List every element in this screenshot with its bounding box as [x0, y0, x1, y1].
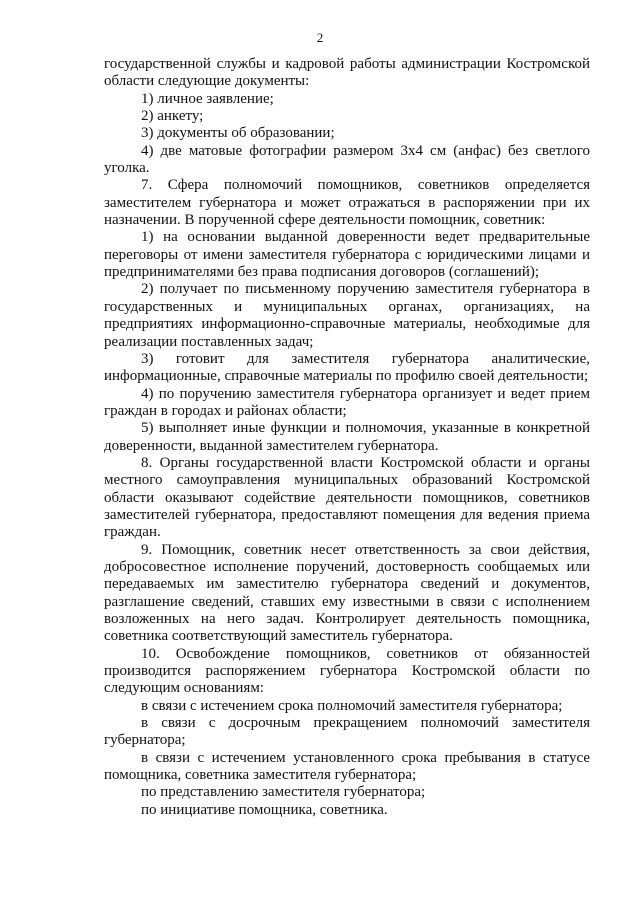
- list-item-early-termination: в связи с досрочным прекращением полномочий заместителя губернатора;: [104, 715, 590, 749]
- paragraph-documents-intro: государственной службы и кадровой работы администрации Костромской области следующие документы:: [104, 56, 590, 90]
- list-item-deputy-request: по представлению заместителя губернатора;: [141, 784, 426, 801]
- list-item-term-expiry: в связи с истечением срока полномочий заместителя губернатора;: [141, 697, 563, 714]
- document-body: [104, 56, 590, 819]
- list-item-negotiations: 1) на основании выданной доверенности ведет предварительные переговоры от имени заместителя губернатора с юридическими лицами и предпринимателями без права подписания договоров (соглашений);: [104, 229, 590, 281]
- list-item-status-expiry: в связи с истечением установленного срока пребывания в статусе помощника, советника заместителя губернатора;: [104, 749, 590, 784]
- list-item-analytics: 3) готовит для заместителя губернатора аналитические, информационные, справочные материалы по профилю своей деятельности;: [104, 350, 590, 385]
- page-number: 2: [316, 30, 324, 45]
- list-item-own-initiative: по инициативе помощника, советника.: [141, 801, 388, 818]
- list-item-materials: 2) получает по письменному поручению заместителя губернатора в государственных и муниципальных органах, организациях, на предприятиях информационно-справочные материалы, необходимые для реализации поставленных задач;: [104, 281, 590, 350]
- list-item-reception: 4) по поручению заместителя губернатора организует и ведет прием граждан в городах и районах области;: [104, 385, 590, 419]
- list-item-education-docs: 3) документы об образовании;: [141, 125, 335, 142]
- paragraph-8: 8. Органы государственной власти Костромской области и органы местного самоуправления муниципальных образований Костромской области оказывают содействие деятельности помощников, советников заместителей губернатора, предоставляют помещения для ведения приема граждан.: [104, 454, 590, 541]
- list-item-application: 1) личное заявление;: [141, 90, 274, 107]
- paragraph-7: 7. Сфера полномочий помощников, советников определяется заместителем губернатора и может отражаться в распоряжении при их назначении. В порученной сфере деятельности помощник, советник:: [104, 177, 590, 229]
- list-item-other-functions: 5) выполняет иные функции и полномочия, указанные в конкретной доверенности, выданной заместителем губернатора.: [104, 420, 590, 454]
- paragraph-9: 9. Помощник, советник несет ответственность за свои действия, добросовестное исполнение поручений, достоверность сообщаемых или передаваемых им заместителю губернатора сведений и документов, разглашение сведений, ставших ему известными в связи с исполнением возложенных на него задач. Контролирует деятельность помощника, советника соответствующий заместитель губернатора.: [104, 541, 590, 645]
- list-item-questionnaire: 2) анкету;: [141, 108, 204, 125]
- paragraph-10: 10. Освобождение помощников, советников от обязанностей производится распоряжением губернатора Костромской области по следующим основаниям:: [104, 645, 590, 697]
- list-item-photos: 4) две матовые фотографии размером 3x4 см (анфас) без светлого уголка.: [104, 142, 590, 177]
